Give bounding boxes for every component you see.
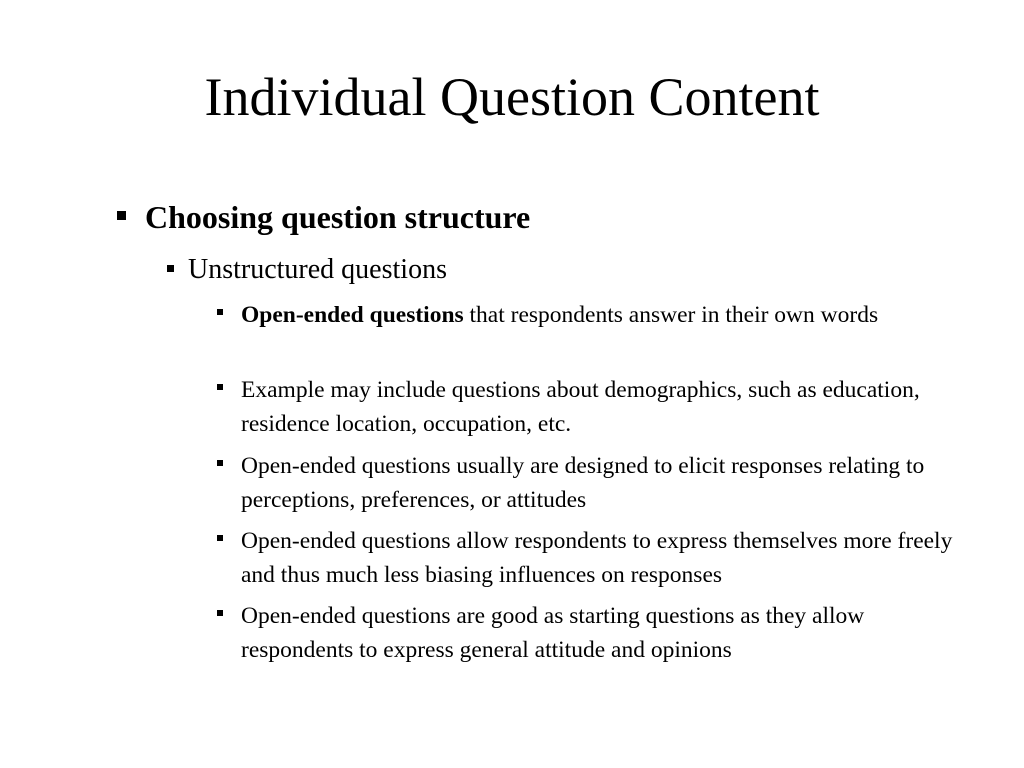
bullet-level3-text <box>241 599 957 667</box>
bullet-body: Open-ended questions are good as starting questions as they allow respondents to express general attitude and opinions <box>241 603 865 663</box>
slide-title: Individual Question Content <box>204 67 820 127</box>
bullet-body: Open-ended questions usually are designed to elicit responses relating to perceptions, preferences, or attitudes <box>241 453 925 513</box>
bullet-level1 <box>117 198 530 236</box>
bullet-level3-item <box>217 298 957 332</box>
square-bullet-icon <box>217 384 223 390</box>
bullet-level2-text: Unstructured questions <box>188 254 447 285</box>
bullet-level1-text: Choosing question structure <box>145 199 531 235</box>
bullet-body: Example may include questions about demographics, such as education, residence location, occupation, etc. <box>241 377 920 437</box>
bullet-level3-text <box>241 373 957 441</box>
square-bullet-icon <box>217 460 223 466</box>
bullet-level2 <box>167 253 447 287</box>
bullet-level3-item <box>217 373 957 441</box>
bullet-level3-item <box>217 449 957 517</box>
bullet-level3-text <box>241 449 957 517</box>
bullet-level3-text <box>241 298 957 332</box>
square-bullet-icon <box>167 265 174 272</box>
bullet-level3-text <box>241 524 957 592</box>
square-bullet-icon <box>217 535 223 541</box>
square-bullet-icon <box>117 211 126 220</box>
square-bullet-icon <box>217 309 223 315</box>
bullet-body: Open-ended questions allow respondents to express themselves more freely and thus much less biasing influences on responses <box>241 528 953 588</box>
bullet-body: that respondents answer in their own words <box>463 302 879 328</box>
bullet-bold-lead: Open-ended questions <box>241 302 464 328</box>
bullet-level3-item <box>217 599 957 667</box>
square-bullet-icon <box>217 610 223 616</box>
bullet-level3-item <box>217 524 957 592</box>
